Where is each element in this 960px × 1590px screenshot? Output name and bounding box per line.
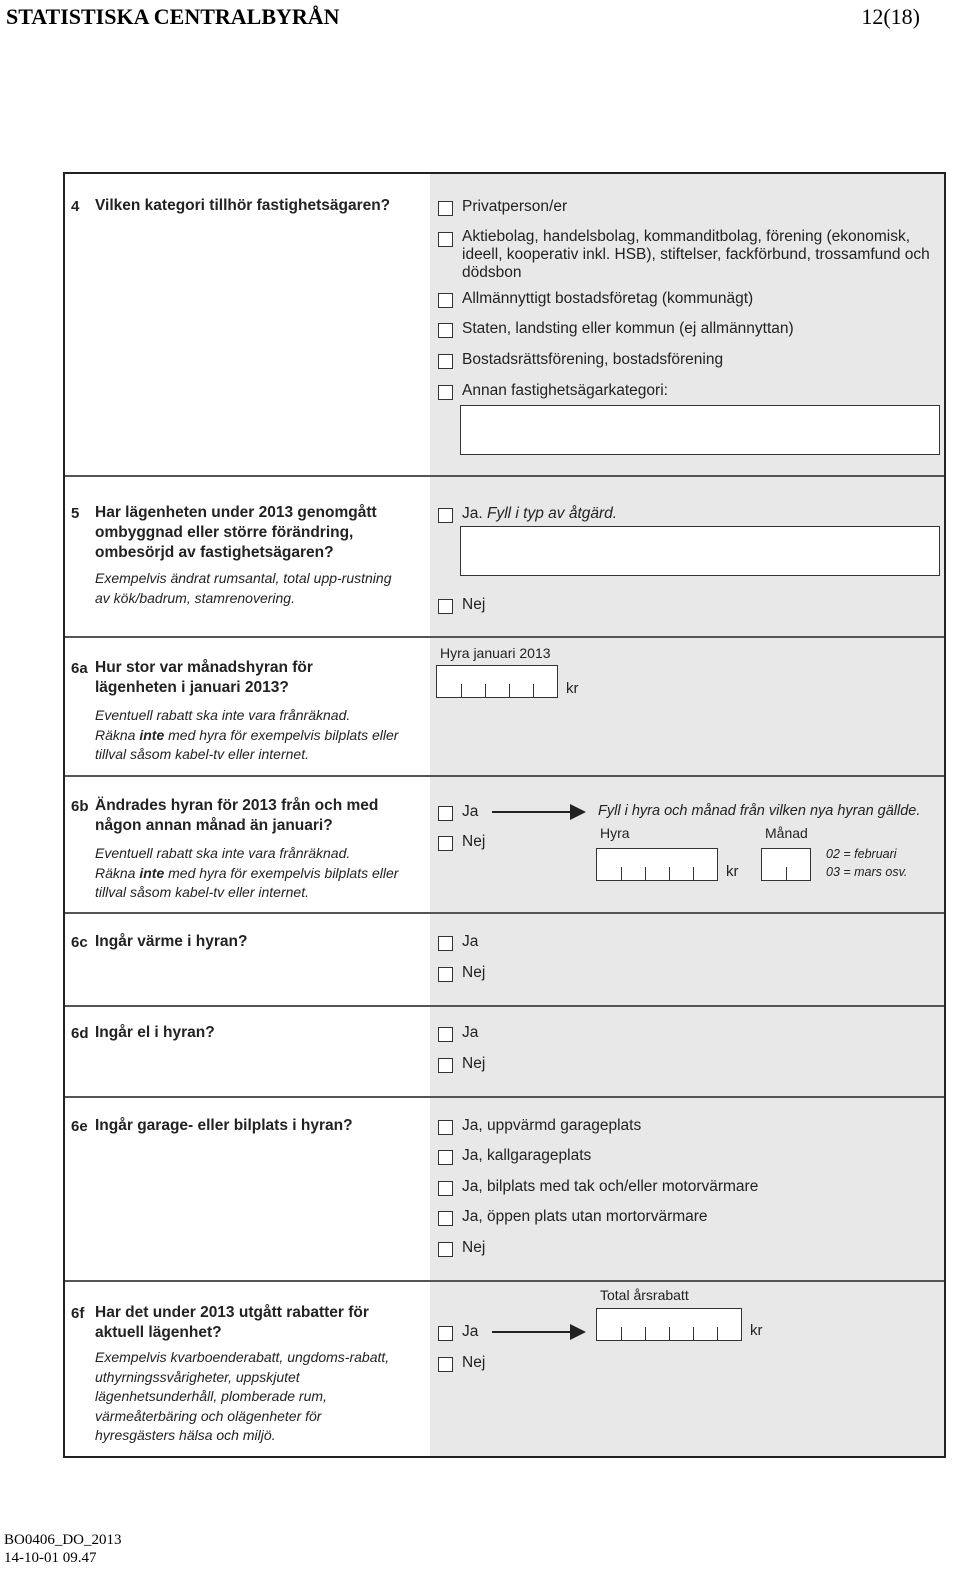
q4-option-6: Annan fastighetsägarkategori:: [462, 382, 668, 399]
q5-option-ja: [462, 505, 617, 523]
page-number: 12(18): [861, 4, 920, 29]
q4-option-4: Staten, landsting eller kommun (ej allmännyttan): [462, 320, 794, 337]
digit-separator: [533, 684, 534, 697]
q6b-question: Ändrades hyran för 2013 från och med någon annan månad än januari?: [95, 797, 379, 834]
q6c-option-nej: Nej: [462, 964, 486, 981]
q5-checkbox-ja[interactable]: [438, 508, 453, 523]
arrow-line: [492, 811, 572, 813]
q5-option-nej: Nej: [462, 596, 486, 613]
q6b-hint-line1: Eventuell rabatt ska inte vara frånräknad.: [95, 845, 351, 861]
q6b-note-1: 02 = februari: [826, 847, 897, 861]
q6b-hint: [95, 844, 405, 903]
q6b-hint-post: med hyra för exempelvis bilplats eller tillval såsom kabel-tv eller internet.: [95, 864, 399, 900]
section-divider: [65, 912, 944, 914]
q4-checkbox-1[interactable]: [438, 201, 453, 216]
section-divider: [65, 1280, 944, 1282]
q6b-hyra-label: Hyra: [600, 825, 630, 841]
q6f-unit: kr: [750, 1322, 763, 1339]
digit-separator: [693, 867, 694, 880]
q6b-option-nej: Nej: [462, 833, 486, 850]
q5-measure-field[interactable]: [460, 526, 940, 576]
q4-option-3: Allmännyttigt bostadsföretag (kommunägt): [462, 290, 754, 307]
q6f-hint: Exempelvis kvarboenderabatt, ungdoms-rabatt, uthyrningssvårigheter, uppskjutet lägenhetsunderhåll, plomberade rum, värmeåterbäring och olägenheter för hyresgästers hälsa och miljö.: [95, 1349, 390, 1443]
q6b-instruction: Fyll i hyra och månad från vilken nya hyran gällde.: [598, 803, 921, 819]
digit-separator: [461, 684, 462, 697]
q6d-checkbox-ja[interactable]: [438, 1027, 453, 1042]
q6a-hint-post: med hyra för exempelvis bilplats eller tillval såsom kabel-tv eller internet.: [95, 726, 399, 762]
q6c-checkbox-nej[interactable]: [438, 967, 453, 982]
digit-separator: [645, 867, 646, 880]
digit-separator: [621, 1327, 622, 1340]
q6a-rent-field[interactable]: [436, 665, 558, 698]
q6a-unit: kr: [566, 680, 579, 697]
q6b-manad-label: Månad: [765, 825, 808, 841]
q6c-checkbox-ja[interactable]: [438, 936, 453, 951]
q6c-number: 6c: [71, 934, 88, 951]
q6b-option-ja: Ja: [462, 803, 479, 820]
digit-separator: [645, 1327, 646, 1340]
q6f-field-label: Total årsrabatt: [600, 1287, 689, 1303]
q6b-rent-field[interactable]: [596, 848, 718, 881]
q4-option-1: Privatperson/er: [462, 198, 568, 215]
q4-checkbox-6[interactable]: [438, 385, 453, 400]
q6c-question: Ingår värme i hyran?: [95, 933, 248, 950]
q6e-option-1: Ja, uppvärmd garageplats: [462, 1117, 642, 1134]
q6d-option-nej: Nej: [462, 1055, 486, 1072]
q5-question: Har lägenheten under 2013 genomgått ombyggnad eller större förändring, ombesörjd av fastighetsägaren?: [95, 504, 377, 561]
digit-separator: [786, 867, 787, 880]
q4-option-2: Aktiebolag, handelsbolag, kommanditbolag, förening (ekonomisk, ideell, kooperativ inkl. HSB), stiftelser, fackförbund, trossamfund och dödsbon: [462, 228, 930, 281]
q6f-checkbox-ja[interactable]: [438, 1326, 453, 1341]
q4-checkbox-2[interactable]: [438, 232, 453, 247]
q4-question: Vilken kategori tillhör fastighetsägaren?: [95, 197, 391, 214]
q4-other-category-field[interactable]: [460, 405, 940, 455]
q6f-option-ja: Ja: [462, 1323, 479, 1340]
q6a-hint: [95, 706, 405, 765]
q6a-hint-line1: Eventuell rabatt ska inte vara frånräknad.: [95, 707, 351, 723]
q6f-checkbox-nej[interactable]: [438, 1357, 453, 1372]
section-divider: [65, 1005, 944, 1007]
q6e-question: Ingår garage- eller bilplats i hyran?: [95, 1117, 353, 1134]
digit-separator: [717, 1327, 718, 1340]
q6a-hint-bold: inte: [139, 726, 165, 743]
q6a-hint-pre: Räkna: [95, 726, 140, 743]
q6b-month-field[interactable]: [761, 848, 811, 881]
q6e-checkbox-1[interactable]: [438, 1120, 453, 1135]
q6f-option-nej: Nej: [462, 1354, 486, 1371]
q5-number: 5: [71, 505, 80, 522]
q4-checkbox-4[interactable]: [438, 323, 453, 338]
q6d-option-ja: Ja: [462, 1024, 479, 1041]
q6b-number: 6b: [71, 798, 89, 815]
q6b-hint-bold: inte: [139, 864, 165, 881]
section-divider: [65, 636, 944, 638]
q4-checkbox-3[interactable]: [438, 293, 453, 308]
q6b-checkbox-nej[interactable]: [438, 836, 453, 851]
digit-separator: [485, 684, 486, 697]
arrow-right-icon: [570, 804, 586, 820]
header-org: STATISTISKA CENTRALBYRÅN: [6, 4, 340, 29]
q6e-option-3: Ja, bilplats med tak och/eller motorvärmare: [462, 1178, 759, 1195]
q6f-question: Har det under 2013 utgått rabatter för aktuell lägenhet?: [95, 1304, 369, 1341]
section-divider: [65, 1096, 944, 1098]
q6d-checkbox-nej[interactable]: [438, 1058, 453, 1073]
q6b-note-2: 03 = mars osv.: [826, 865, 908, 879]
q6f-rebate-field[interactable]: [596, 1308, 742, 1341]
arrow-line: [492, 1331, 572, 1333]
q6e-checkbox-3[interactable]: [438, 1181, 453, 1196]
q4-number: 4: [71, 198, 80, 215]
digit-separator: [669, 1327, 670, 1340]
footer-code: BO0406_DO_2013: [4, 1532, 122, 1548]
q6e-number: 6e: [71, 1118, 88, 1135]
q6b-unit: kr: [726, 863, 739, 880]
q4-option-5: Bostadsrättsförening, bostadsförening: [462, 351, 724, 368]
q6f-number: 6f: [71, 1305, 85, 1322]
q5-ja-label: Ja.: [462, 505, 483, 522]
q6e-checkbox-4[interactable]: [438, 1211, 453, 1226]
q5-hint: Exempelvis ändrat rumsantal, total upp-rustning av kök/badrum, stamrenovering.: [95, 570, 392, 606]
digit-separator: [693, 1327, 694, 1340]
q6c-option-ja: Ja: [462, 933, 479, 950]
q4-checkbox-5[interactable]: [438, 354, 453, 369]
q5-checkbox-nej[interactable]: [438, 599, 453, 614]
q6e-option-5: Nej: [462, 1239, 486, 1256]
digit-separator: [621, 867, 622, 880]
q6b-checkbox-ja[interactable]: [438, 806, 453, 821]
arrow-right-icon: [570, 1324, 586, 1340]
q6e-checkbox-2[interactable]: [438, 1150, 453, 1165]
q6d-question: Ingår el i hyran?: [95, 1024, 215, 1041]
q6e-option-2: Ja, kallgarageplats: [462, 1147, 592, 1164]
footer-date: 14-10-01 09.47: [4, 1550, 97, 1566]
q6e-option-4: Ja, öppen plats utan mortorvärmare: [462, 1208, 708, 1225]
q6a-question: Hur stor var månadshyran för lägenheten i januari 2013?: [95, 659, 313, 696]
q6e-checkbox-5[interactable]: [438, 1242, 453, 1257]
q6d-number: 6d: [71, 1025, 89, 1042]
q5-ja-instruction: Fyll i typ av åtgärd.: [487, 505, 618, 522]
digit-separator: [669, 867, 670, 880]
q6a-number: 6a: [71, 660, 88, 677]
section-divider: [65, 475, 944, 477]
digit-separator: [509, 684, 510, 697]
section-divider: [65, 775, 944, 777]
q6b-hint-pre: Räkna: [95, 864, 140, 881]
q6a-field-label: Hyra januari 2013: [440, 645, 551, 661]
